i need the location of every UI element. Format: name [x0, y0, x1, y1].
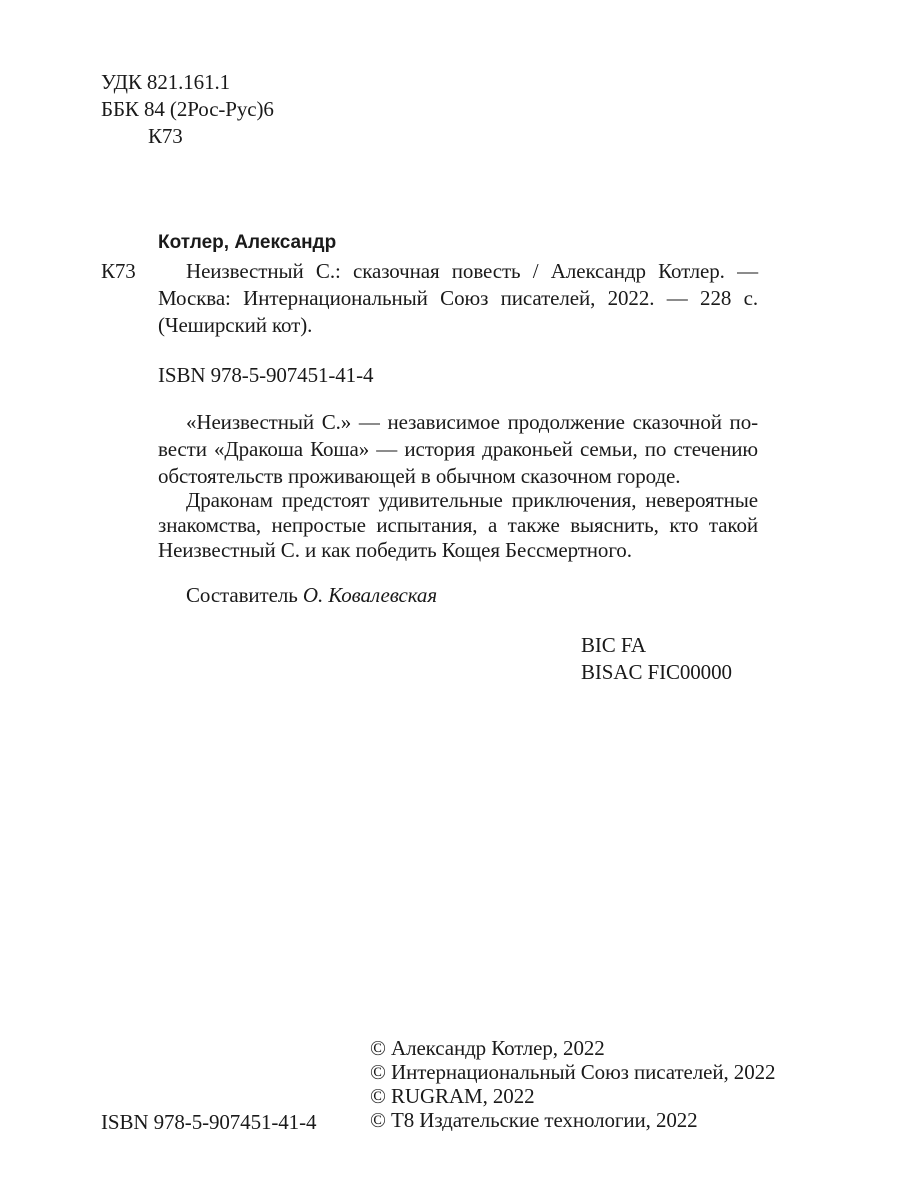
copyright-3: © RUGRAM, 2022 [370, 1084, 535, 1108]
title-line-1: Неизвестный С.: сказочная повесть / Александр Котлер. — [186, 259, 758, 283]
footer-isbn: ISBN 978-5-907451-41-4 [101, 1110, 317, 1134]
copyright-2: © Интернациональный Союз писателей, 2022 [370, 1060, 776, 1084]
annotation-p2-line-1: Драконам предстоят удивительные приключения, невероятные [186, 488, 758, 512]
entry-isbn: ISBN 978-5-907451-41-4 [158, 363, 374, 387]
copyright-4: © Т8 Издательские технологии, 2022 [370, 1108, 698, 1132]
compiler-name: О. Ковалевская [302, 583, 437, 607]
annotation-p1-line-2: вести «Дракоша Коша» — история драконьей семьи, по стечению [158, 437, 758, 461]
author-heading: Котлер, Александр [158, 232, 337, 253]
annotation-p1-line-1: «Неизвестный С.» — независимое продолжение сказочной по- [186, 410, 758, 434]
bisac-code: BISAC FIC00000 [581, 660, 732, 684]
author-mark-top: К73 [148, 124, 183, 148]
author-mark: К73 [101, 259, 136, 283]
title-line-2: Москва: Интернациональный Союз писателей, 2022. — 228 с. [158, 286, 758, 310]
copyright-1: © Александр Котлер, 2022 [370, 1036, 605, 1060]
bbk-code: ББК 84 (2Рос-Рус)6 [101, 97, 274, 121]
udk-code: УДК 821.161.1 [101, 70, 231, 94]
annotation-p2-line-3: Неизвестный С. и как победить Кощея Бессмертного. [158, 538, 632, 562]
title-line-3: (Чеширский кот). [158, 313, 313, 337]
annotation-p1-line-3: обстоятельств проживающей в обычном сказочном городе. [158, 464, 681, 488]
annotation-p2-line-2: знакомства, непростые испытания, а также выяснить, кто такой [158, 513, 758, 537]
bic-code: BIC FA [581, 633, 646, 657]
compiler-label: Составитель [186, 583, 298, 607]
compiler-line [186, 583, 437, 607]
